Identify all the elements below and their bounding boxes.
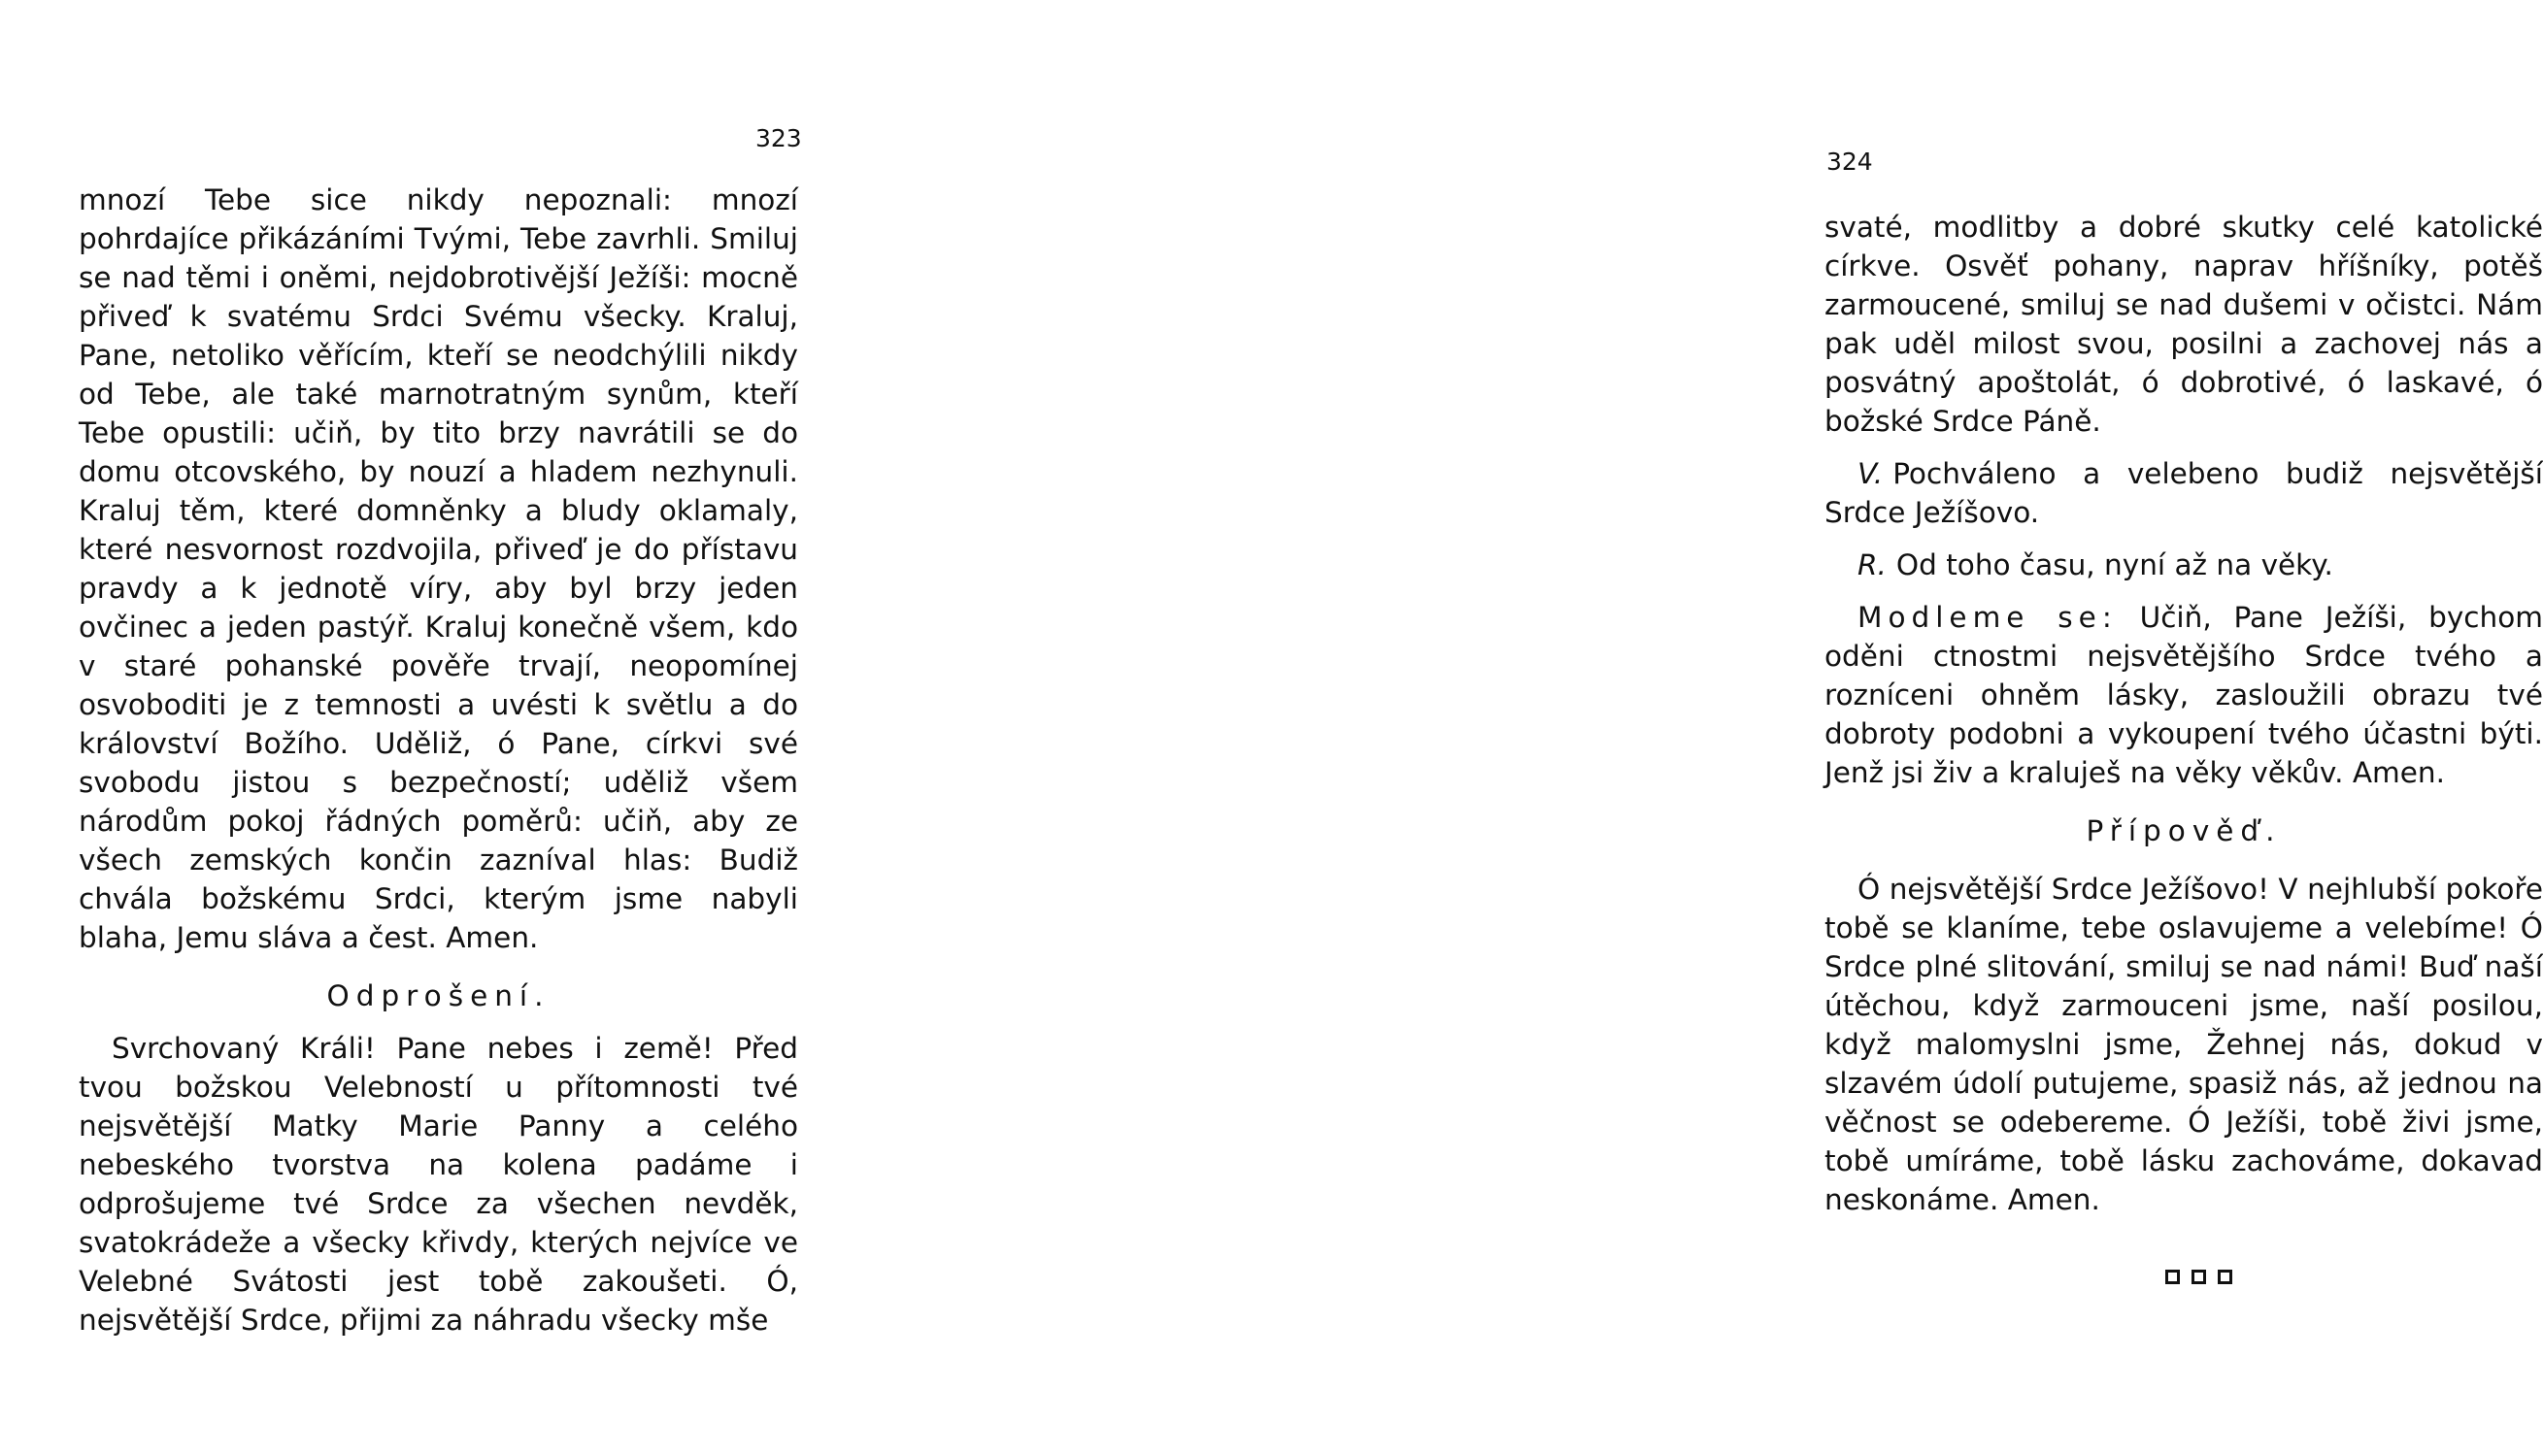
section-heading-pripoved: Přípověď. — [2086, 814, 2282, 847]
ornament-square-icon — [2165, 1270, 2180, 1284]
end-ornament — [1824, 1270, 2543, 1284]
page-number-right: 324 — [1826, 148, 1873, 176]
versicle — [1824, 454, 2543, 532]
versicle-text: Pochváleno a velebeno budiž nejsvětější Srdce Ježíšovo. — [1824, 457, 2543, 529]
prayer — [1824, 598, 2543, 792]
right-page-paragraph-2: Ó nejsvětější Srdce Ježíšovo! V nejhlubší pokoře tobě se klaníme, tebe oslavujeme a velebíme! Ó Srdce plné slitování, smiluj se nad námi! Buď naší útěchou, když zarmouceni jsme, naší posilou, když malomyslni jsme, Žehnej nás, dokud v slzavém údolí putujeme, spasiž nás, až jednou na věčnost se odebereme. Ó Ježíši, tobě živi jsme, tobě umíráme, tobě lásku zachováme, dokavad neskonáme. Amen. — [1824, 873, 2543, 1216]
left-page-paragraph-1: mnozí Tebe sice nikdy nepoznali: mnozí pohrdajíce přikázáními Tvými, Tebe zavrhli. Smiluj se nad těmi i oněmi, nejdobrotivější Ježíši: mocně přiveď k svatému Srdci Svému všecky. Kraluj, Pane, netoliko věřícím, kteří se neodchýlili nikdy od Tebe, ale také marnotratným synům, kteří Tebe opustili: učiň, by tito brzy navrátili se do domu otcovského, by nouzí a hladem nezhynuli. Kraluj těm, které domněnky a bludy oklamaly, které nesvornost rozdvojila, přiveď je do přístavu pravdy a k jednotě víry, aby byl brzy jeden ovčinec a jeden pastýř. Kraluj konečně všem, kdo v staré pohanské pověře trvají, neopomínej osvoboditi je z temnosti a uvésti k světlu a do království Božího. Uděliž, ó Pane, církvi své svobodu jistou s bezpečností; uděliž všem národům pokoj řádných poměrů: učiň, aby ze všech zemských končin zazníval hlas: Budiž chvála božskému Srdci, kterým jsme nabyli blaha, Jemu sláva a čest. Amen. — [79, 183, 798, 954]
right-page — [870, 0, 2543, 1456]
right-page-paragraph-1: svaté, modlitby a dobré skutky celé katolické církve. Osvěť pohany, naprav hříšníky, potěš zarmoucené, smiluj se nad dušemi v očistci. Nám pak uděl milost svou, posilni a zachovej nás a posvátný apoštolát, ó dobrotivé, ó laskavé, ó božské Srdce Páně. — [1824, 211, 2543, 438]
left-page — [0, 0, 870, 1456]
right-page-text-column — [1824, 208, 2543, 1284]
section-heading-odproseni: Odprošení. — [326, 979, 551, 1012]
prayer-intro: Modleme se: — [1857, 601, 2118, 634]
response-text: Od toho času, nyní až na věky. — [1895, 548, 2333, 581]
versicle-letter: V. — [1857, 457, 1884, 490]
prayer-text: Učiň, Pane Ježíši, bychom oděni ctnostmi nejsvětějšího Srdce tvého a rozníceni ohněm lásky, zasloužili obrazu tvé dobroty podobni a vykoupení tvého účastni býti. Jenž jsi živ a kraluješ na věky věkův. Amen. — [1824, 601, 2543, 789]
page-number-left: 323 — [755, 124, 802, 152]
response — [1824, 546, 2543, 584]
ornament-square-icon — [2218, 1270, 2232, 1284]
response-letter: R. — [1857, 548, 1887, 581]
left-page-text-column — [79, 181, 798, 1340]
left-page-paragraph-2: Svrchovaný Králi! Pane nebes i země! Před tvou božskou Velebností u přítomnosti tvé nejsvětější Matky Marie Panny a celého nebeského tvorstva na kolena padáme i odprošujeme tvé Srdce za všechen nevděk, svatokrádeže a všecky křivdy, kterých nejvíce ve Velebné Svátosti jest tobě zakoušeti. Ó, nejsvětější Srdce, přijmi za náhradu všecky mše — [79, 1032, 798, 1337]
ornament-square-icon — [2192, 1270, 2206, 1284]
